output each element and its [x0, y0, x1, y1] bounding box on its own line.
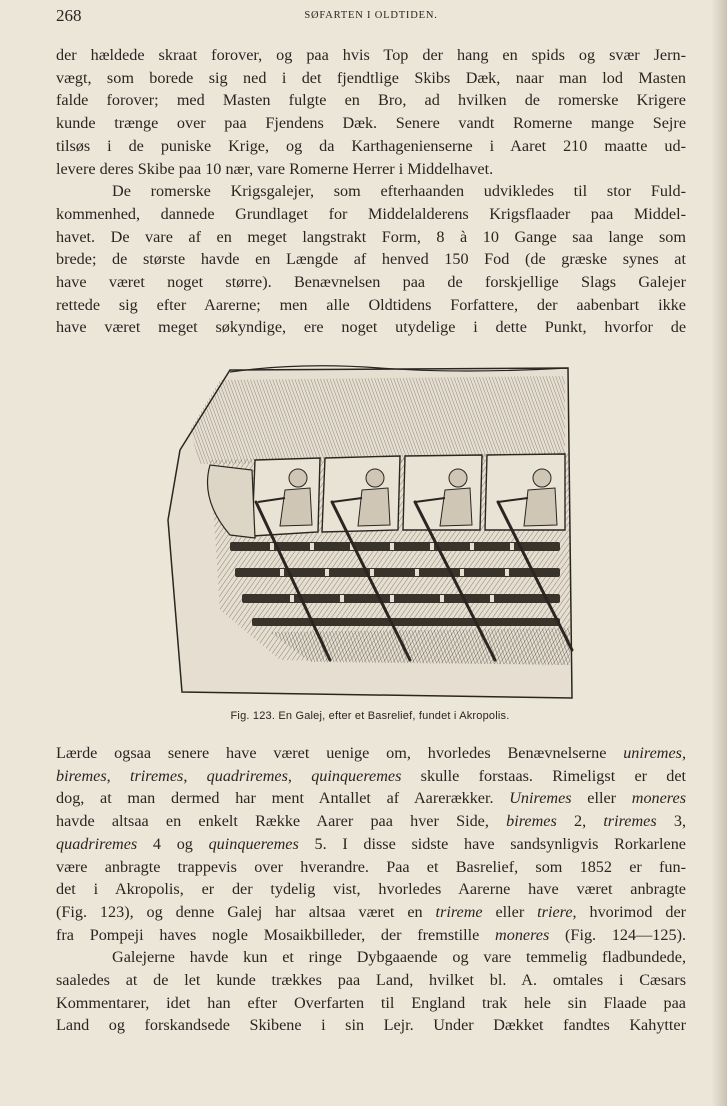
rower-body [524, 488, 557, 526]
text-line: havde altsaa en enkelt Række Aarer paa hver Side, biremes 2, triremes 3, [56, 812, 687, 831]
rower-body [280, 488, 312, 526]
text-line: fra Pompeji haves nogle Mosaikbilleder, der fremstille moneres (Fig. 124—125). [56, 925, 687, 944]
rower-head [289, 469, 307, 487]
rower-head [366, 469, 384, 487]
text-line: De romerske Krigsgalejer, som efterhaanden udvikledes til stor Fuld- [112, 182, 686, 201]
text-line: kommenhed, dannede Grundlaget for Middelalderens Krigsflaader paa Middel- [56, 204, 686, 223]
text-line: det i Akropolis, er der tydelig vist, hvorledes Aarerne have været anbragte [56, 880, 686, 899]
text-line: kunde trænge over paa Fjendens Dæk. Senere vandt Romerne mange Sejre [56, 114, 686, 133]
text-line: der hældede skraat forover, og paa hvis Top der hang en spids og svær Jern- [56, 46, 686, 64]
rower-body [440, 488, 472, 526]
paragraph-3 [56, 742, 686, 946]
running-title: SØFARTEN I OLDTIDEN. [304, 10, 438, 21]
text-line: brede; de største havde en Længde af henved 150 Fod (de græske synes at [56, 250, 686, 269]
page-header [56, 6, 686, 28]
page-number: 268 [56, 6, 82, 25]
text-block-bottom [56, 742, 686, 1037]
galley-relief-illustration [160, 360, 580, 705]
rower-body [358, 488, 390, 526]
text-line: Kommentarer, idet han efter Overfarten til England trak hele sin Flaade paa [56, 993, 686, 1012]
text-line: (Fig. 123), og denne Galej har altsaa været en trireme eller triere, hvorimod der [56, 902, 687, 921]
text-line: quadriremes 4 og quinqueremes 5. I disse sidste have sandsynligvis Rorkarlene [56, 834, 686, 853]
rower-head [533, 469, 551, 487]
paragraph-1 [56, 44, 686, 180]
oar-port-row [242, 594, 560, 603]
figure-caption: Fig. 123. En Galej, efter et Basrelief, fundet i Akropolis. [230, 710, 510, 722]
text-line: Land og forskandsede Skibene i sin Lejr. Under Dækket fandtes Kahytter [56, 1016, 686, 1035]
text-line: falde forover; med Masten fulgte en Bro, ad hvilken de romerske Krigere [56, 91, 686, 110]
rower-head [449, 469, 467, 487]
text-line: være anbragte trappevis over hverandre. Paa et Basrelief, som 1852 er fun- [56, 857, 686, 876]
text-line: saaledes at de let kunde trækkes paa Land, hvilket bl. A. omtales i Cæsars [56, 971, 686, 990]
text-line: Lærde ogsaa senere have været uenige om, hvorledes Benævnelserne uniremes, [56, 744, 686, 762]
text-block-top [56, 44, 686, 339]
text-line: vægt, som borede sig ned i det fjendtlige Skibs Dæk, naar man lod Masten [56, 68, 686, 87]
text-line: dog, at man dermed har ment Antallet af Aarerækker. Uniremes eller moneres [56, 789, 686, 808]
text-line: havet. De vare af en meget langstrakt Form, 8 à 10 Gange saa lange som [56, 227, 686, 246]
text-line: biremes, triremes, quadriremes, quinqueremes skulle forstaas. Rimeligst er det [56, 766, 687, 785]
text-line: have været noget større). Benævnelsen paa de forskjellige Slags Galejer [56, 273, 686, 292]
relief-upper-surface [190, 376, 565, 464]
text-line: Galejerne havde kun et ringe Dybgaaende og vare temmelig fladbundede, [112, 948, 686, 967]
oar-port-row [252, 618, 560, 626]
hull-lower-band [270, 628, 570, 665]
paragraph-2 [56, 180, 686, 339]
paragraph-4 [56, 946, 686, 1037]
text-line: rettede sig efter Aarerne; men alle Oldtidens Forfattere, der aabenbart ikke [56, 295, 686, 314]
text-line: tilsøs i de puniske Krige, og da Karthagenienserne i Aaret 210 maatte ud- [56, 136, 686, 155]
text-line: have været meget søkyndige, ere noget utydelige i dette Punkt, hvorfor de [56, 318, 686, 337]
page-edge [711, 0, 727, 1106]
text-line: levere deres Skibe paa 10 nær, vare Romerne Herrer i Middelhavet. [56, 159, 494, 178]
